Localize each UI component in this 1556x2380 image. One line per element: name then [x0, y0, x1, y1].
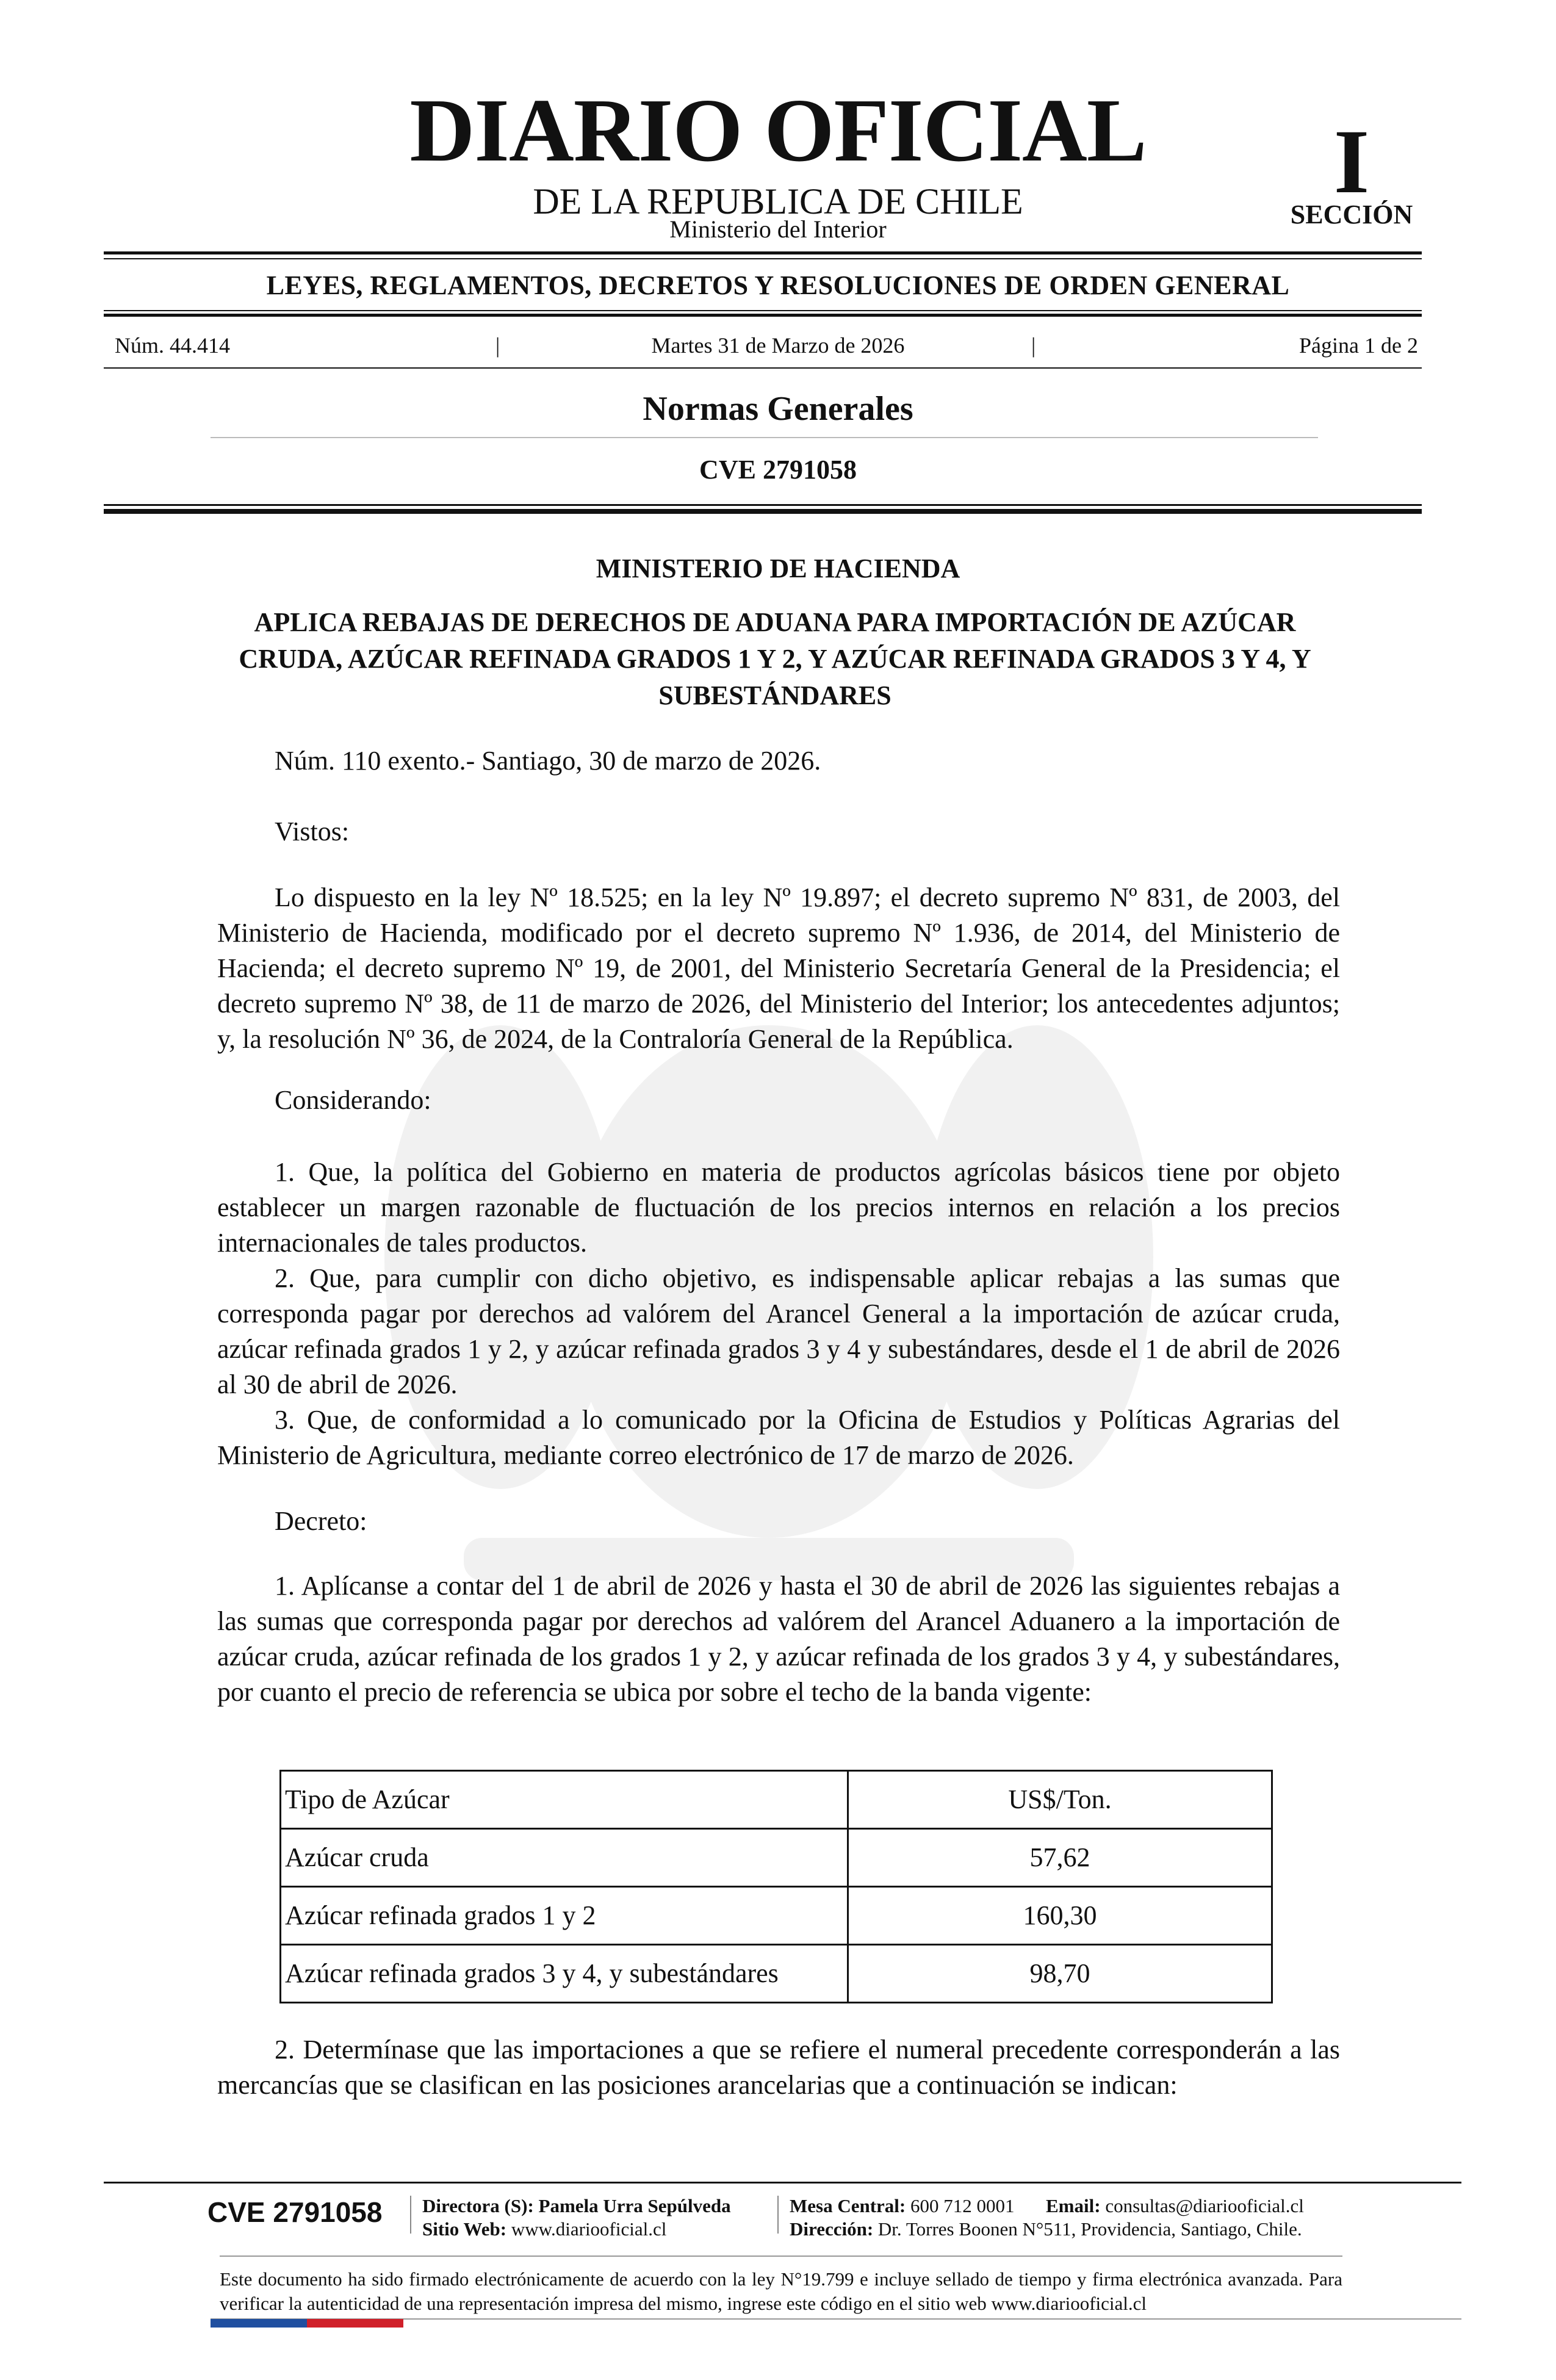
- mesa-label: Mesa Central:: [790, 2195, 906, 2216]
- vistos-label: Vistos:: [275, 817, 350, 846]
- masthead-ministry: Ministerio del Interior: [669, 215, 887, 243]
- sugar-type-cell: Azúcar cruda: [281, 1829, 848, 1887]
- table-header-cell: Tipo de Azúcar: [281, 1771, 848, 1829]
- decree-number: Núm. 110 exento.- Santiago, 30 de marzo de 2026.: [275, 746, 821, 776]
- section-label: SECCIÓN: [1290, 200, 1413, 229]
- rate-value-cell: 98,70: [848, 1945, 1272, 2003]
- ministry-heading: MINISTERIO DE HACIENDA: [596, 554, 960, 583]
- banner-rule-bottom: [104, 310, 1422, 311]
- vistos-paragraph: Lo dispuesto en la ley Nº 18.525; en la ley Nº 19.897; el decreto supremo Nº 831, de 2003, del Ministerio de Hacienda, modificado por el decreto supremo Nº 1.936, de 2014, del Ministerio de Hacienda; el decreto supremo Nº 19, de 2001, del Ministerio Secretaría General de la Presidencia; el decreto supremo Nº 38, de 11 de marzo de 2026, del Ministerio del Interior; los antecedentes adjuntos; y, la resolución Nº 36, de 2024, de la Contraloría General de la República.: [217, 882, 1340, 1054]
- website-link[interactable]: www.diariooficial.cl: [511, 2218, 667, 2240]
- masthead-title: DIARIO OFICIAL: [409, 81, 1147, 181]
- table-row: [281, 1887, 1272, 1945]
- issue-rule: [104, 367, 1422, 369]
- masthead-rule-top-thin: [104, 258, 1422, 259]
- category-heading: Normas Generales: [643, 390, 913, 428]
- footer-verification-note: Este documento ha sido firmado electrónicamente de acuerdo con la ley N°19.799 e incluye sellado de tiempo y firma electrónica avanzada. Para verificar la autenticidad de una representación impresa del mismo, ingrese este código en el sitio web www.diariooficial.cl: [220, 2268, 1342, 2314]
- table-header-row: [281, 1771, 1272, 1829]
- decreto-article: 1. Aplícanse a contar del 1 de abril de 2026 y hasta el 30 de abril de 2026 las siguientes rebajas a las sumas que corresponda pagar por derechos ad valórem del Arancel Aduanero a la importación de azúcar cruda, azúcar refinada de los grados 1 y 2, y azúcar refinada de los grados 3 y 4, y subestándares, por cuanto el precio de referencia se ubica por sobre el techo de la banda vigente:: [217, 1571, 1340, 1707]
- footer-mesa-central: [790, 2194, 1304, 2218]
- email-label: Email:: [1046, 2195, 1101, 2216]
- decree-title: APLICA REBAJAS DE DERECHOS DE ADUANA PARA IMPORTACIÓN DE AZÚCAR CRUDA, AZÚCAR REFINADA GRADOS 1 Y 2, Y AZÚCAR REFINADA GRADOS 3 Y 4, Y SUBESTÁNDARES: [239, 607, 1311, 710]
- considerando-label: Considerando:: [275, 1085, 431, 1115]
- issue-separator: |: [495, 333, 500, 358]
- footer-divider: [777, 2196, 779, 2234]
- website-label: Sitio Web:: [422, 2218, 507, 2240]
- masthead-rule-top: [104, 251, 1422, 254]
- sugar-type-cell: Azúcar refinada grados 3 y 4, y subestándares: [281, 1945, 848, 2003]
- cve-rule-thick: [104, 509, 1422, 514]
- footer-directora: [422, 2194, 731, 2218]
- sugar-type-cell: Azúcar refinada grados 1 y 2: [281, 1887, 848, 1945]
- flag-stripe-blue: [211, 2319, 307, 2328]
- rate-value-cell: 160,30: [848, 1887, 1272, 1945]
- table-row: [281, 1829, 1272, 1887]
- footer-rule-top: [104, 2182, 1461, 2183]
- email-link[interactable]: consultas@diariooficial.cl: [1105, 2195, 1304, 2216]
- issue-page: Página 1 de 2: [1299, 333, 1418, 358]
- considerando-item: 1. Que, la política del Gobierno en materia de productos agrícolas básicos tiene por objeto establecer un margen razonable de fluctuación de los precios internos en relación a los precios internacionales de tales productos.: [217, 1157, 1340, 1258]
- footer-website: [422, 2218, 666, 2241]
- section-banner: LEYES, REGLAMENTOS, DECRETOS Y RESOLUCIONES DE ORDEN GENERAL: [266, 270, 1290, 300]
- address-value: Dr. Torres Boonen N°511, Providencia, Santiago, Chile.: [877, 2218, 1302, 2240]
- masthead-subtitle: DE LA REPUBLICA DE CHILE: [533, 181, 1023, 222]
- banner-rule-bottom-thick: [104, 314, 1422, 317]
- footer-divider: [410, 2196, 411, 2234]
- rates-table: [279, 1770, 1273, 2003]
- directora-name: Pamela Urra Sepúlveda: [538, 2195, 731, 2216]
- footer-address: [790, 2218, 1302, 2241]
- decreto-article: 2. Determínase que las importaciones a que se refiere el numeral precedente corresponderán a las mercancías que se clasifican en las posiciones arancelarias que a continuación se indican:: [217, 2035, 1340, 2100]
- issue-date: Martes 31 de Marzo de 2026: [651, 333, 905, 358]
- footer-cve: CVE 2791058: [207, 2196, 383, 2228]
- normas-rule: [211, 437, 1318, 438]
- flag-stripe-red: [307, 2319, 403, 2328]
- issue-separator: |: [1031, 333, 1036, 358]
- mesa-phone: 600 712 0001: [910, 2195, 1015, 2216]
- directora-label: Directora (S):: [422, 2195, 534, 2216]
- section-number: I: [1333, 111, 1370, 212]
- table-header-cell: US$/Ton.: [848, 1771, 1272, 1829]
- considerando-item: 3. Que, de conformidad a lo comunicado por la Oficina de Estudios y Políticas Agrarias del Ministerio de Agricultura, mediante correo electrónico de 17 de marzo de 2026.: [217, 1405, 1340, 1470]
- table-row: [281, 1945, 1272, 2003]
- rate-value-cell: 57,62: [848, 1829, 1272, 1887]
- cve-rule-thin: [104, 504, 1422, 506]
- cve-heading: CVE 2791058: [699, 455, 857, 485]
- address-label: Dirección:: [790, 2218, 874, 2240]
- considerando-item: 2. Que, para cumplir con dicho objetivo, es indispensable aplicar rebajas a las sumas que corresponda pagar por derechos ad valórem del Arancel General a la importación de azúcar cruda, azúcar refinada grados 1 y 2, y azúcar refinada grados 3 y 4 y subestándares, desde el 1 de abril de 2026 al 30 de abril de 2026.: [217, 1263, 1340, 1399]
- decreto-label: Decreto:: [275, 1506, 367, 1536]
- footer-rule-mid: [220, 2256, 1342, 2257]
- issue-number: Núm. 44.414: [115, 333, 230, 358]
